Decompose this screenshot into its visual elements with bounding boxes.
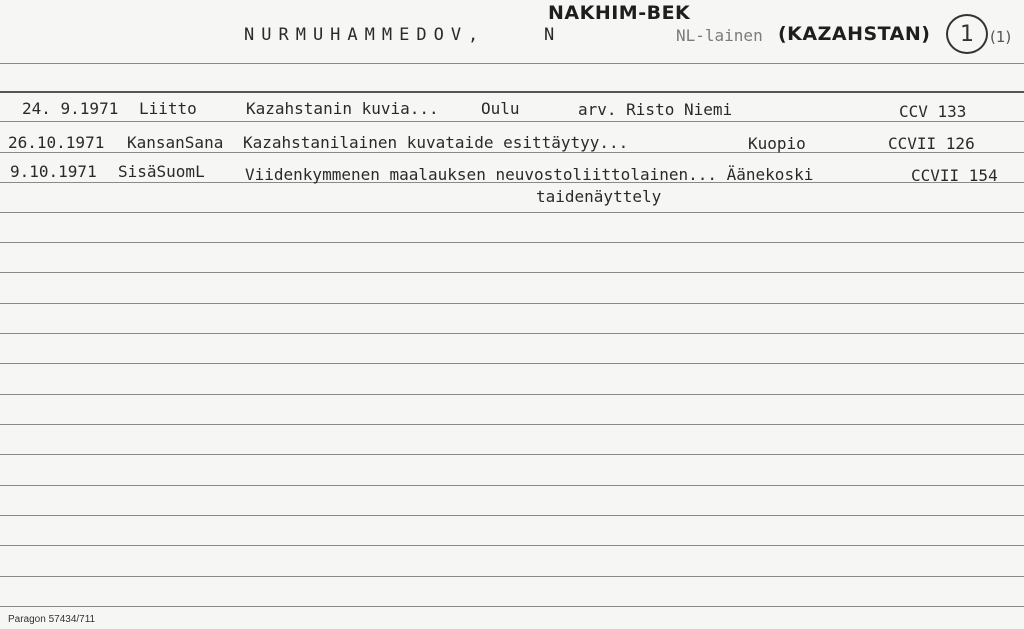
card-rule [0,545,1024,546]
entry-title: Viidenkymmenen maalauksen neuvostoliittolainen... Äänekoski [245,165,814,184]
card-rule [0,121,1024,122]
card-rule [0,303,1024,304]
entry-source: KansanSana [127,133,224,152]
entry-date: 26.10.1971 [8,133,105,152]
circled-number: 1 [946,14,988,54]
card-rule [0,242,1024,243]
entry-place: Kuopio [748,134,806,153]
entry-note: arv. Risto Niemi [578,100,733,119]
handwritten-name: NAKHIM-BEK [548,2,691,24]
card-rule [0,394,1024,395]
entry-title: Kazahstanilainen kuvataide esittäytyy... [243,133,629,152]
card-print-code: Paragon 57434/711 [8,614,96,625]
card-rule [0,454,1024,455]
card-rule [0,606,1024,607]
entry-date: 24. 9.1971 [22,99,119,118]
bracket-number: (1) [990,28,1012,46]
card-rule [0,272,1024,273]
entry-reference: CCVII 126 [888,134,975,153]
card-rule [0,363,1024,364]
card-rule [0,333,1024,334]
entry-reference: CCV 133 [899,102,967,121]
entry-title: Kazahstanin kuvia... [246,99,439,118]
nationality-handwritten: (KAZAHSTAN) [778,23,931,45]
card-rule [0,576,1024,577]
card-rule [0,152,1024,153]
surname: NURMUHAMMEDOV, [244,25,486,45]
initial: N [544,25,555,45]
entry-source: SisäSuomL [118,162,205,181]
entry-reference: CCVII 154 [911,166,998,185]
card-rule [0,424,1024,425]
entry-date: 9.10.1971 [10,162,97,181]
nationality-typed: NL-lainen [676,26,763,45]
entry-source: Liitto [139,99,197,118]
card-rule [0,515,1024,516]
card-rule [0,485,1024,486]
card-rule [0,212,1024,213]
entry-title-continued: taidenäyttely [536,187,662,206]
card-rule [0,63,1024,64]
card-rule [0,91,1024,93]
entry-place: Oulu [481,99,520,118]
